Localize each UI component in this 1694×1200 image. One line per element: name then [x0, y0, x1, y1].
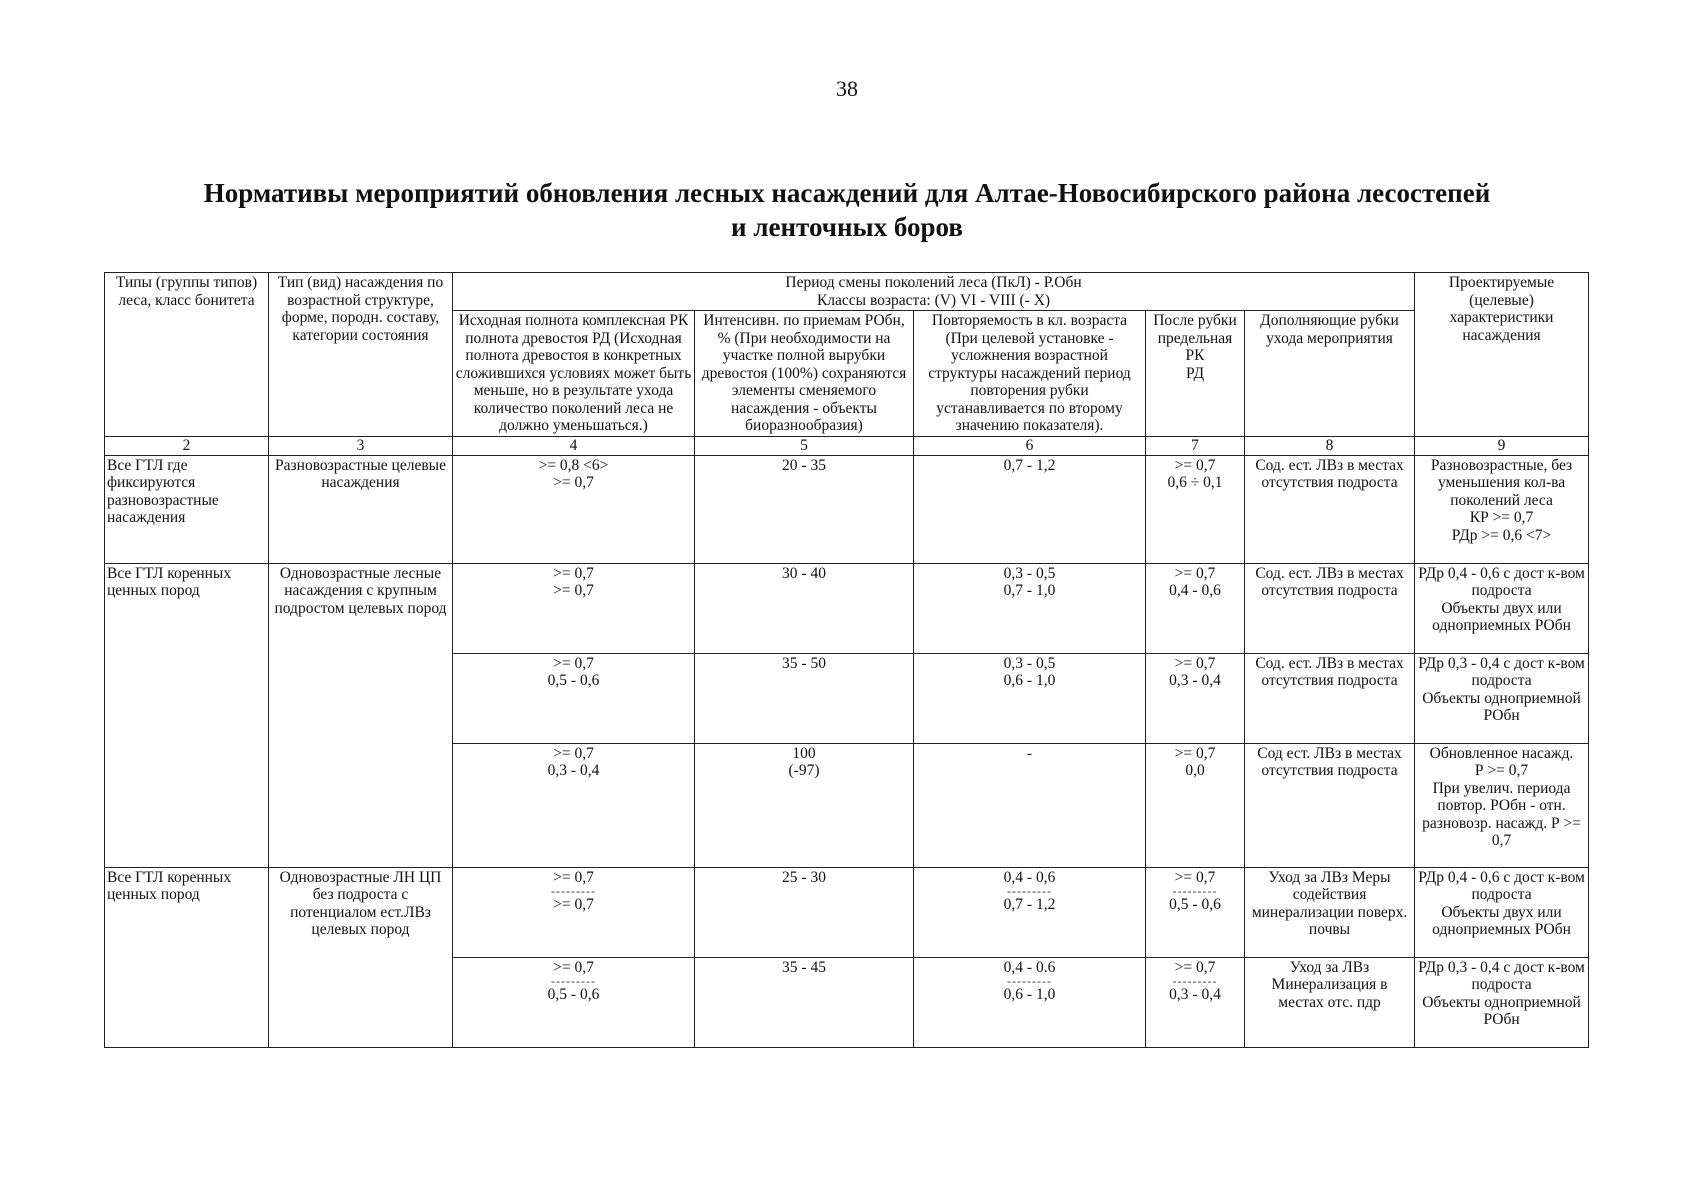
after-cutting-cell: >= 0,7 0,0: [1146, 743, 1245, 867]
header-forest-type: Типы (группы типов) леса, класс бонитета: [105, 273, 269, 437]
after-cutting-cell: >= 0,7 --------- 0,3 - 0,4: [1146, 957, 1245, 1047]
initial-density-cell: >= 0,7 0,3 - 0,4: [453, 743, 695, 867]
header-period-line-2: Классы возраста: (V) VI - VIII (- X): [816, 291, 1051, 309]
additional-measures-cell: Уход за ЛВз Меры содействия минерализации поверх. почвы: [1245, 867, 1415, 957]
stand-type-cell: Одновозрастные лесные насаждения с крупным подростом целевых пород: [269, 563, 453, 867]
initial-density-cell: >= 0,7 --------- 0,5 - 0,6: [453, 957, 695, 1047]
repeatability-cell: 0,4 - 0.6 --------- 0,6 - 1,0: [914, 957, 1146, 1047]
divider-dash: ---------: [1172, 886, 1218, 896]
column-number: 7: [1146, 436, 1245, 455]
header-period-line-1: Период смены поколений леса (ПкЛ) - Р.Обн: [785, 274, 1082, 291]
forest-type-cell: Все ГТЛ коренных ценных пород: [105, 563, 269, 867]
after-cutting-cell: >= 0,7 --------- 0,5 - 0,6: [1146, 867, 1245, 957]
after-cutting-cell: >= 0,7 0,4 - 0,6: [1146, 563, 1245, 653]
initial-density-cell: >= 0,7 --------- >= 0,7: [453, 867, 695, 957]
header-intensity: Интенсивн. по приемам РОбн, % (При необходимости на участке полной вырубки древостоя (100%) сохраняются элементы сменяемого насаждения - объекты биоразнообразия): [695, 311, 914, 437]
intensity-cell: 100 (-97): [695, 743, 914, 867]
intensity-cell: 25 - 30: [695, 867, 914, 957]
repeatability-cell: 0,3 - 0,5 0,6 - 1,0: [914, 653, 1146, 743]
target-characteristics-cell: Разновозрастные, без уменьшения кол-ва поколений леса КР >= 0,7 РДр >= 0,6 <7>: [1415, 455, 1589, 563]
repeatability-cell: -: [914, 743, 1146, 867]
repeatability-cell: 0,3 - 0,5 0,7 - 1,0: [914, 563, 1146, 653]
divider-dash: ---------: [1007, 886, 1052, 896]
table-row: [105, 867, 1589, 957]
after-cutting-cell: >= 0,7 0,3 - 0,4: [1146, 653, 1245, 743]
header-additional-measures: Дополняющие рубки ухода мероприятия: [1245, 311, 1415, 437]
header-initial-density: Исходная полнота комплексная РК полнота древостоя РД (Исходная полнота древостоя в конкретных сложившихся условиях может быть меньше, но в результате ухода количество поколений леса не должно уменьшаться.): [453, 311, 695, 437]
page-title: [90, 176, 1604, 244]
divider-dash: ---------: [551, 886, 596, 896]
intensity-cell: 20 - 35: [695, 455, 914, 563]
forest-type-cell: Все ГТЛ где фиксируются разновозрастные насаждения: [105, 455, 269, 563]
norms-table: [104, 272, 1589, 1048]
after-cutting-cell: >= 0,7 0,6 ÷ 0,1: [1146, 455, 1245, 563]
column-number: 4: [453, 436, 695, 455]
column-number: 9: [1415, 436, 1589, 455]
additional-measures-cell: Сод ест. ЛВз в местах отсутствия подроста: [1245, 743, 1415, 867]
intensity-cell: 35 - 50: [695, 653, 914, 743]
column-number: 3: [269, 436, 453, 455]
additional-measures-cell: Сод. ест. ЛВз в местах отсутствия подроста: [1245, 653, 1415, 743]
header-stand-type: Тип (вид) насаждения по возрастной структуре, форме, породн. составу, категории состояния: [269, 273, 453, 437]
initial-density-cell: >= 0,7 0,5 - 0,6: [453, 653, 695, 743]
target-characteristics-cell: РДр 0,4 - 0,6 с дост к-вом подроста Объекты двух или одноприемных РОбн: [1415, 563, 1589, 653]
column-numbers-row: [105, 436, 1589, 455]
additional-measures-cell: Сод. ест. ЛВз в местах отсутствия подроста: [1245, 563, 1415, 653]
repeatability-cell: 0,4 - 0,6 --------- 0,7 - 1,2: [914, 867, 1146, 957]
divider-dash: ---------: [1007, 976, 1052, 986]
header-row-1: [105, 273, 1589, 311]
column-number: 6: [914, 436, 1146, 455]
intensity-cell: 30 - 40: [695, 563, 914, 653]
table-row: [105, 563, 1589, 653]
target-characteristics-cell: РДр 0,4 - 0,6 с дост к-вом подроста Объекты двух или одноприемных РОбн: [1415, 867, 1589, 957]
intensity-cell: 35 - 45: [695, 957, 914, 1047]
forest-type-cell: Все ГТЛ коренных ценных пород: [105, 867, 269, 1047]
repeatability-cell: 0,7 - 1,2: [914, 455, 1146, 563]
header-period: [453, 273, 1415, 311]
additional-measures-cell: Уход за ЛВз Минерализация в местах отс. пдр: [1245, 957, 1415, 1047]
header-repeatability: Повторяемость в кл. возраста (При целевой установке - усложнения возрастной структуры насаждений период повторения рубки устанавливается по второму значению показателя).: [914, 311, 1146, 437]
table-row: [105, 455, 1589, 563]
column-number: 8: [1245, 436, 1415, 455]
title-line-1: Нормативы мероприятий обновления лесных насаждений для Алтае-Новосибирского района лесостепей: [203, 178, 1491, 208]
additional-measures-cell: Сод. ест. ЛВз в местах отсутствия подроста: [1245, 455, 1415, 563]
target-characteristics-cell: РДр 0,3 - 0,4 с дост к-вом подроста Объекты одноприемной РОбн: [1415, 957, 1589, 1047]
divider-dash: ---------: [551, 976, 596, 986]
page-number: 38: [836, 76, 858, 101]
column-number: 5: [695, 436, 914, 455]
initial-density-cell: >= 0,8 <6> >= 0,7: [453, 455, 695, 563]
header-after-cutting: После рубки предельная РК РД: [1146, 311, 1245, 437]
column-number: 2: [105, 436, 269, 455]
target-characteristics-cell: РДр 0,3 - 0,4 с дост к-вом подроста Объекты одноприемной РОбн: [1415, 653, 1589, 743]
stand-type-cell: Одновозрастные ЛН ЦП без подроста с потенциалом ест.ЛВз целевых пород: [269, 867, 453, 1047]
target-characteristics-cell: Обновленное насажд. Р >= 0,7 При увелич. периода повтор. РОбн - отн. разновозр. насажд. Р >= 0,7: [1415, 743, 1589, 867]
divider-dash: ---------: [1172, 976, 1218, 986]
header-target-characteristics: Проектируемые (целевые) характеристики насаждения: [1415, 273, 1589, 437]
title-line-2: и ленточных боров: [731, 212, 963, 242]
stand-type-cell: Разновозрастные целевые насаждения: [269, 455, 453, 563]
initial-density-cell: >= 0,7 >= 0,7: [453, 563, 695, 653]
